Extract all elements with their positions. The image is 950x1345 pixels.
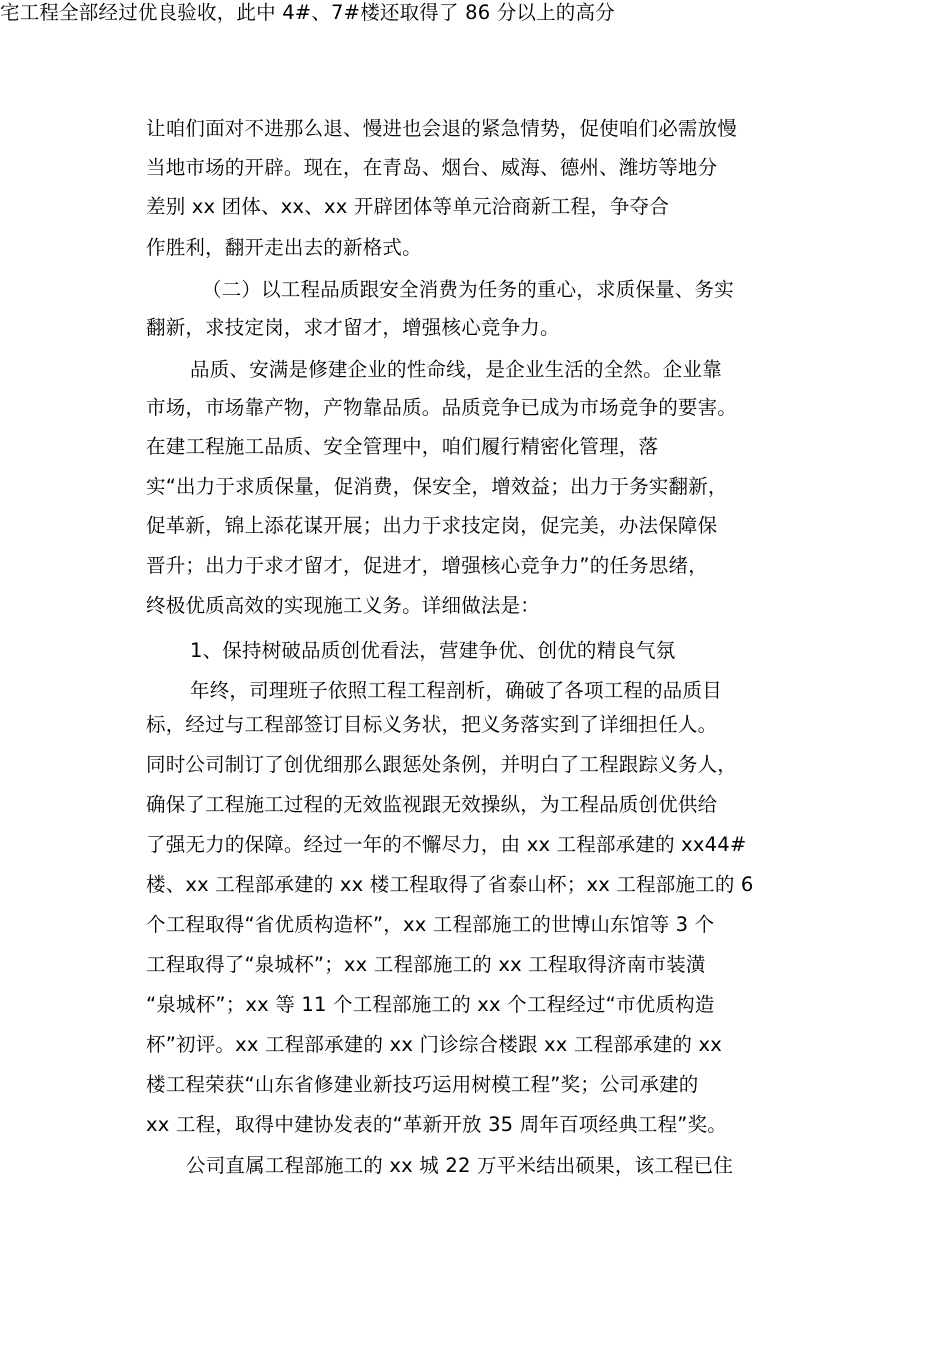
paragraph-line: 工程取得了“泉城杯”；xx 工程部施工的 xx 工程取得济南市装潢 bbox=[146, 953, 706, 976]
paragraph-line: 了强无力的保障。经过一年的不懈尽力，由 xx 工程部承建的 xx44# bbox=[146, 833, 747, 856]
section-heading-line: 翻新，求技定岗，求才留才，增强核心竞争力。 bbox=[146, 316, 560, 339]
paragraph-line: 楼、xx 工程部承建的 xx 楼工程取得了省泰山杯；xx 工程部施工的 6 bbox=[146, 873, 754, 896]
paragraph-line: 确保了工程施工过程的无效监视跟无效操纵，为工程品质创优供给 bbox=[146, 793, 718, 816]
paragraph-line: 年终，司理班子依照工程工程剖析，确破了各项工程的品质目 bbox=[190, 679, 722, 702]
paragraph-line: 让咱们面对不进那么退、慢进也会退的紧急情势，促使咱们必需放慢 bbox=[146, 117, 738, 140]
subheading-line: 1、保持树破品质创优看法，营建争优、创优的精良气氛 bbox=[190, 639, 676, 662]
paragraph-line: 公司直属工程部施工的 xx 城 22 万平米结出硕果，该工程已住 bbox=[186, 1154, 734, 1177]
paragraph-line: 当地市场的开辟。现在，在青岛、烟台、威海、德州、潍坊等地分 bbox=[146, 156, 718, 179]
paragraph-line: 标，经过与工程部签订目标义务状，把义务落实到了详细担任人。 bbox=[146, 713, 718, 736]
paragraph-line: 同时公司制订了创优细那么跟惩处条例，并明白了工程跟踪义务人， bbox=[146, 753, 738, 776]
paragraph-line: “泉城杯”；xx 等 11 个工程部施工的 xx 个工程经过“市优质构造 bbox=[146, 993, 715, 1016]
paragraph-line: 个工程取得“省优质构造杯”，xx 工程部施工的世博山东馆等 3 个 bbox=[146, 913, 715, 936]
paragraph-line: 晋升；出力于求才留才，促进才，增强核心竞争力”的任务思绪， bbox=[146, 554, 708, 577]
paragraph-line: 终极优质高效的实现施工义务。详细做法是： bbox=[146, 594, 541, 617]
top-fragment-line: 宅工程全部经过优良验收，此中 4#、7#楼还取得了 86 分以上的高分 bbox=[0, 1, 615, 24]
paragraph-line: 促革新，锦上添花谋开展；出力于求技定岗，促完美，办法保障保 bbox=[146, 514, 718, 537]
paragraph-line: 市场，市场靠产物，产物靠品质。品质竞争已成为市场竞争的要害。 bbox=[146, 396, 738, 419]
paragraph-line: xx 工程，取得中建协发表的“革新开放 35 周年百项经典工程”奖。 bbox=[146, 1113, 727, 1136]
paragraph-line: 在建工程施工品质、安全管理中，咱们履行精密化管理，落 bbox=[146, 435, 659, 458]
paragraph-line: 楼工程荣获“山东省修建业新技巧运用树模工程”奖；公司承建的 bbox=[146, 1073, 699, 1096]
paragraph-line: 作胜利，翻开走出去的新格式。 bbox=[146, 236, 422, 259]
paragraph-line: 差别 xx 团体、xx、xx 开辟团体等单元洽商新工程，争夺合 bbox=[146, 195, 670, 218]
paragraph-line: 杯”初评。xx 工程部承建的 xx 门诊综合楼跟 xx 工程部承建的 xx bbox=[146, 1033, 723, 1056]
paragraph-line: 品质、安满是修建企业的性命线，是企业生活的全然。企业靠 bbox=[190, 358, 722, 381]
paragraph-line: 实“出力于求质保量，促消费，保安全，增效益；出力于务实翻新， bbox=[146, 475, 728, 498]
section-heading-line: （二）以工程品质跟安全消费为任务的重心，求质保量、务实 bbox=[202, 278, 734, 301]
